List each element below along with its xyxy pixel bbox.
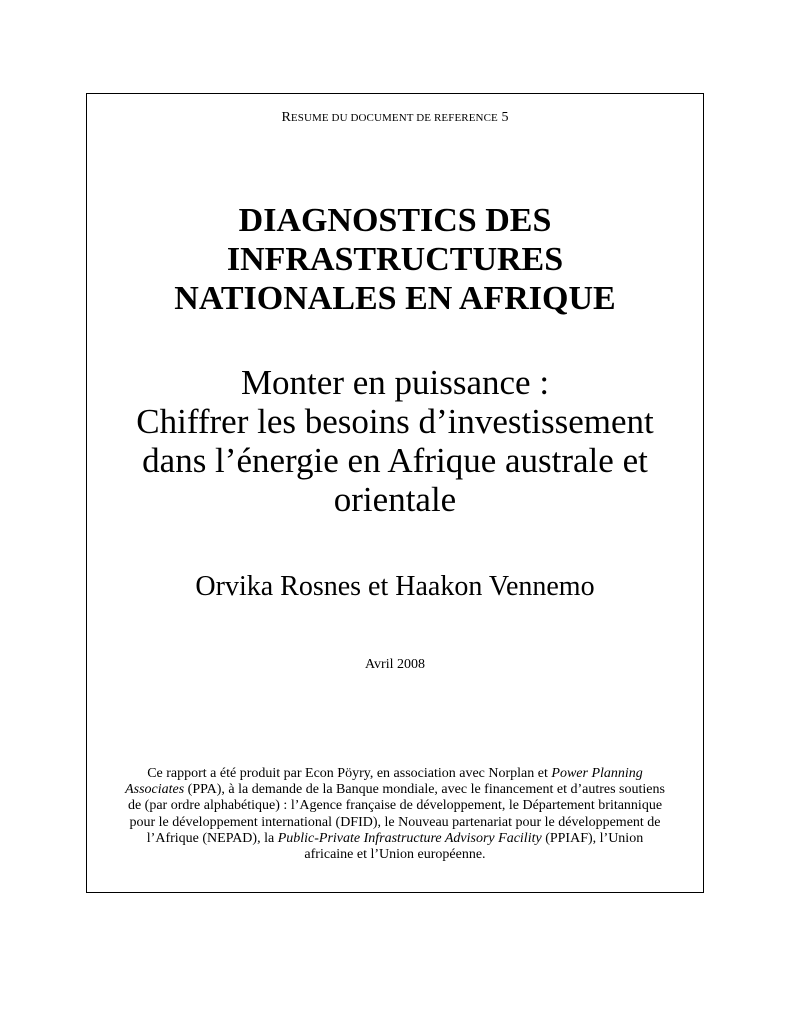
credits-line: l’Afrique (NEPAD), la Public-Private Infrastructure Advisory Facility (PPIAF), l’Union — [146, 830, 644, 846]
subtitle-line: Monter en puissance : — [240, 363, 550, 402]
credits-line: pour le développement international (DFID), le Nouveau partenariat pour le développement de — [129, 814, 661, 830]
main-title-line: DIAGNOSTICS DES — [238, 202, 552, 239]
authors: Orvika Rosnes et Haakon Vennemo — [195, 571, 595, 602]
credits-paragraph — [87, 766, 703, 863]
subtitle — [87, 363, 703, 519]
cover-frame — [86, 93, 704, 893]
series-label — [87, 109, 703, 127]
subtitle-line: dans l’énergie en Afrique australe et — [142, 441, 648, 480]
credits-line: de (par ordre alphabétique) : l’Agence française de développement, le Département britannique — [127, 798, 663, 814]
publication-date: Avril 2008 — [364, 657, 425, 672]
main-title-line: INFRASTRUCTURES — [226, 241, 564, 278]
subtitle-line: orientale — [333, 480, 457, 519]
main-title-line: NATIONALES EN AFRIQUE — [174, 280, 616, 317]
series-initial: R — [281, 110, 291, 125]
series-number: 5 — [501, 110, 509, 125]
credits-line: Ce rapport a été produit par Econ Pöyry, en association avec Norplan et Power Planning — [147, 766, 643, 781]
subtitle-line: Chiffrer les besoins d’investissement — [136, 402, 654, 441]
credits-line: africaine et l’Union européenne. — [304, 847, 486, 863]
series-text: ESUME DU DOCUMENT DE REFERENCE — [290, 112, 498, 124]
credits-line: Associates (PPA), à la demande de la Banque mondiale, avec le financement et d’autres soutiens — [125, 782, 665, 798]
main-title — [87, 201, 703, 318]
